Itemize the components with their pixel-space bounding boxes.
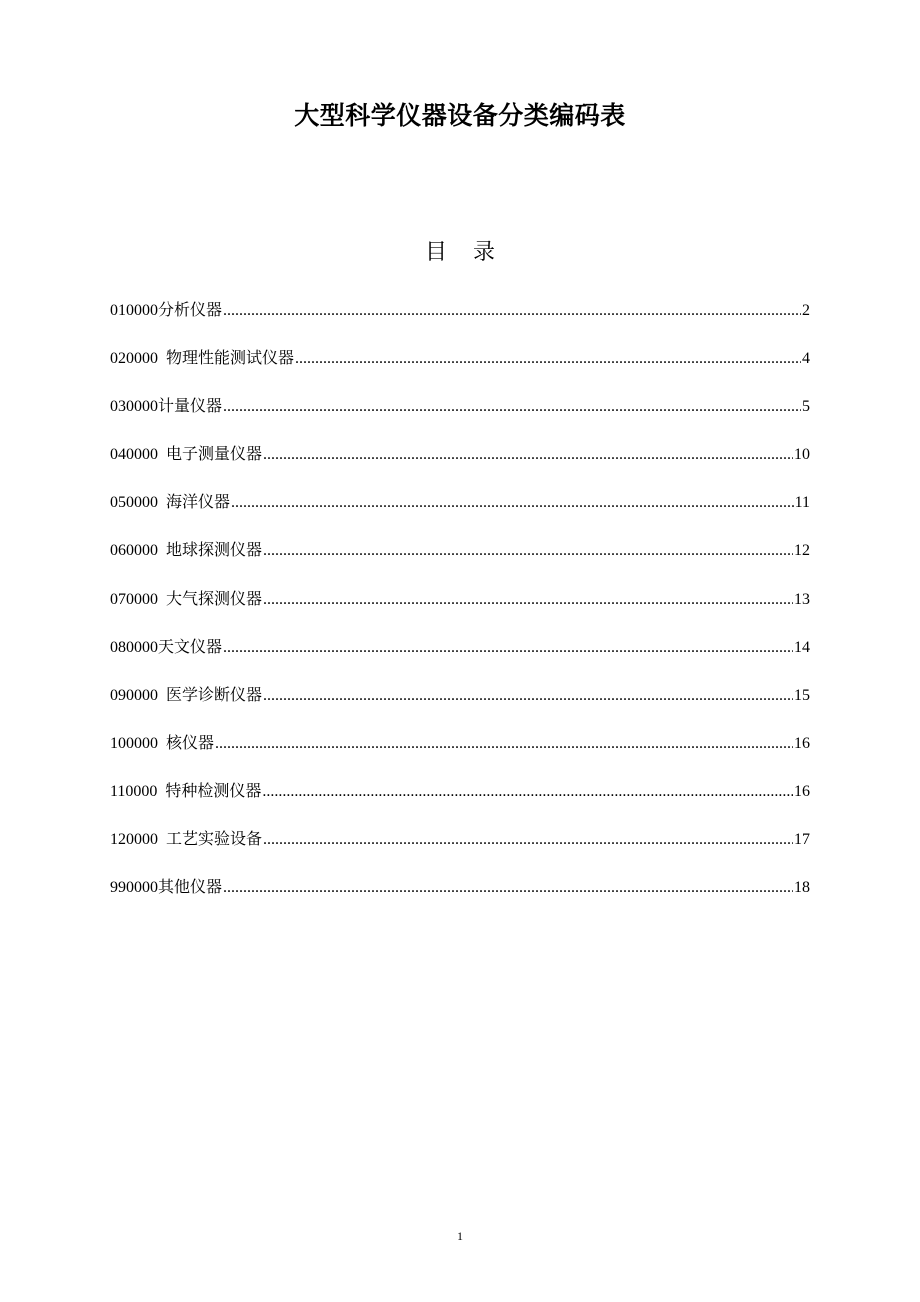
toc-title: 地球探测仪器	[166, 540, 263, 560]
toc-code: 030000	[110, 398, 158, 416]
toc-heading-char-2: 录	[473, 240, 496, 265]
toc-entry-090000[interactable]	[110, 681, 810, 729]
toc-list	[110, 296, 810, 921]
toc-title: 物理性能测试仪器	[166, 348, 295, 368]
toc-code: 110000	[110, 782, 158, 800]
toc-entry-020000[interactable]	[110, 344, 810, 392]
toc-entry-100000[interactable]	[110, 729, 810, 777]
toc-entry-060000[interactable]	[110, 536, 810, 584]
page-number: 1	[457, 1229, 463, 1243]
toc-entry-030000[interactable]	[110, 392, 810, 440]
toc-leader-dots	[263, 537, 793, 565]
toc-entry-040000[interactable]	[110, 440, 810, 488]
toc-leader-dots	[223, 874, 793, 902]
toc-code: 050000	[110, 494, 158, 512]
toc-page-number: 17	[794, 831, 810, 849]
toc-code: 070000	[110, 590, 158, 608]
toc-leader-dots	[223, 393, 801, 421]
toc-entry-990000[interactable]	[110, 873, 810, 921]
toc-title: 电子测量仪器	[166, 444, 263, 464]
toc-title: 医学诊断仪器	[166, 684, 263, 704]
toc-page-number: 16	[794, 734, 810, 752]
toc-page-number: 10	[794, 446, 810, 464]
toc-entry-010000[interactable]	[110, 296, 810, 344]
toc-page-number: 15	[794, 686, 810, 704]
toc-title: 天文仪器	[158, 636, 223, 656]
toc-page-number: 4	[802, 350, 810, 368]
toc-entry-070000[interactable]	[110, 585, 810, 633]
toc-leader-dots	[231, 489, 794, 517]
toc-code: 990000	[110, 879, 158, 897]
toc-leader-dots	[262, 778, 793, 806]
toc-code: 100000	[110, 734, 158, 752]
toc-leader-dots	[223, 634, 793, 662]
toc-page-number: 18	[794, 879, 810, 897]
toc-page-number: 14	[794, 638, 810, 656]
toc-title: 其他仪器	[158, 877, 223, 897]
toc-page-number: 11	[794, 494, 810, 512]
toc-leader-dots	[263, 826, 793, 854]
toc-title: 计量仪器	[158, 396, 223, 416]
toc-heading-char-1: 目	[424, 240, 447, 265]
toc-entry-080000[interactable]	[110, 633, 810, 681]
document-title: 大型科学仪器设备分类编码表	[294, 101, 626, 130]
toc-leader-dots	[215, 730, 793, 758]
toc-title: 分析仪器	[158, 300, 223, 319]
toc-code: 080000	[110, 638, 158, 656]
toc-leader-dots	[263, 682, 793, 710]
toc-code: 060000	[110, 542, 158, 560]
toc-heading	[0, 236, 920, 270]
toc-title: 大气探测仪器	[166, 588, 263, 608]
toc-leader-dots	[263, 586, 793, 614]
toc-code: 090000	[110, 686, 158, 704]
toc-code: 020000	[110, 350, 158, 368]
toc-leader-dots	[295, 345, 801, 373]
toc-title: 核仪器	[166, 732, 215, 752]
toc-entry-110000[interactable]	[110, 777, 810, 825]
toc-leader-dots	[263, 441, 793, 469]
toc-code: 040000	[110, 446, 158, 464]
toc-page-number: 13	[794, 590, 810, 608]
toc-page-number: 5	[802, 398, 810, 416]
toc-entry-050000[interactable]	[110, 488, 810, 536]
toc-title: 特种检测仪器	[165, 780, 262, 800]
toc-title: 工艺实验设备	[166, 829, 263, 849]
toc-page-number: 16	[794, 782, 810, 800]
toc-leader-dots	[223, 297, 801, 325]
toc-entry-120000[interactable]	[110, 825, 810, 873]
toc-code: 010000	[110, 302, 158, 319]
toc-title: 海洋仪器	[166, 492, 231, 512]
toc-page-number: 12	[794, 542, 810, 560]
toc-page-number: 2	[802, 302, 810, 319]
toc-code: 120000	[110, 831, 158, 849]
